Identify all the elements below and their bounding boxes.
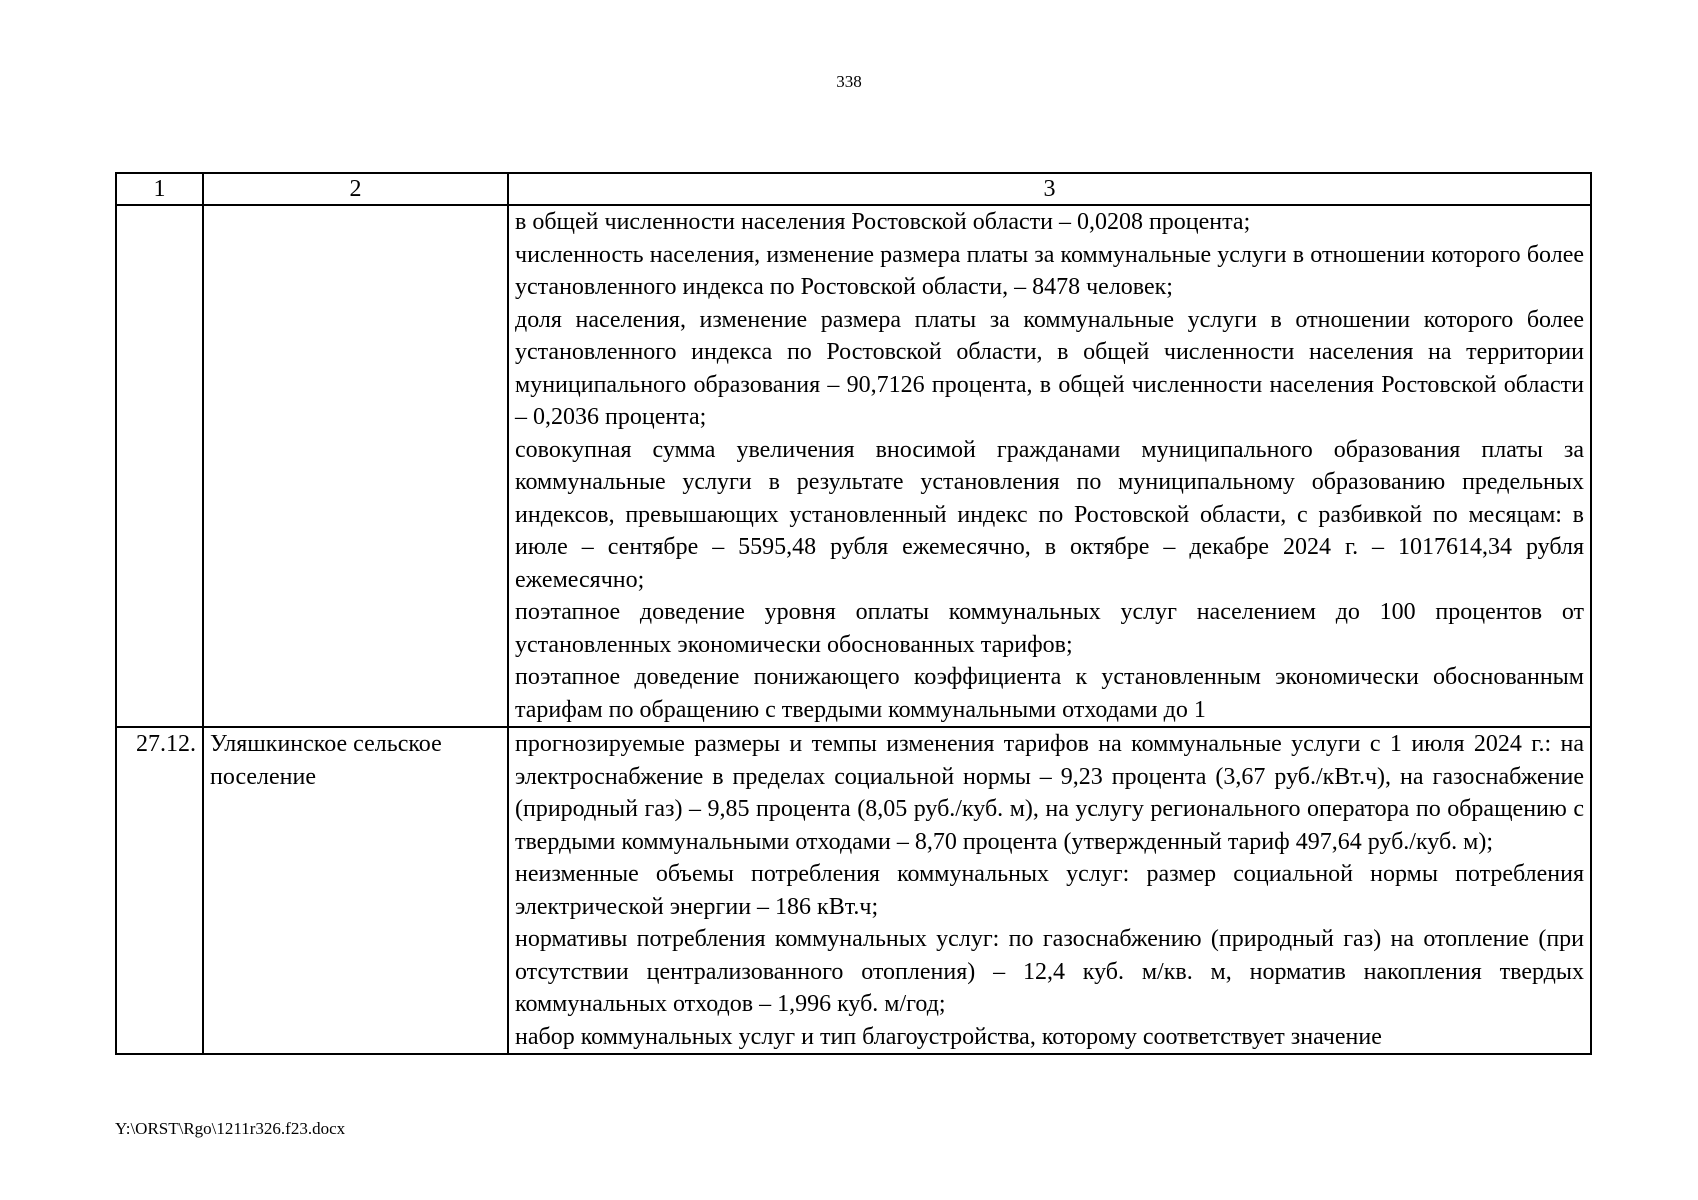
indicator-paragraph: прогнозируемые размеры и темпы изменения тарифов на коммунальные услуги с 1 июля 2024 г.: на электроснабжение в пределах социальной нормы – 9,23 процента (3,67 руб./кВт.ч), на газоснабжение (природный газ) – 9,85 процента (8,05 руб./куб. м), на услугу регионального оператора по обращению с твердыми коммунальными отходами – 8,70 процента (утвержденный тариф 497,64 руб./куб. м); bbox=[515, 731, 1584, 855]
indicator-paragraph: поэтапное доведение уровня оплаты коммунальных услуг населением до 100 процентов от установленных экономически обоснованных тарифов; bbox=[515, 599, 1584, 658]
municipality-name-cell bbox=[203, 205, 508, 727]
document-table bbox=[115, 172, 1592, 1055]
indicators-cell bbox=[508, 727, 1591, 1054]
indicator-paragraph: доля населения, изменение размера платы за коммунальные услуги в отношении которого более установленного индекса по Ростовской области, в общей численности населения на территории муниципального образования – 90,7126 процента, в общей численности населения Ростовской области – 0,2036 процента; bbox=[515, 306, 1584, 430]
indicator-paragraph: в общей численности населения Ростовской области – 0,0208 процента; bbox=[515, 209, 1251, 235]
column-header-2: 2 bbox=[203, 173, 508, 205]
row-number-cell: 27.12. bbox=[116, 727, 203, 1054]
row-number-cell bbox=[116, 205, 203, 727]
table-header-row bbox=[116, 173, 1591, 205]
indicator-paragraph: поэтапное доведение понижающего коэффициента к установленным экономически обоснованным тарифам по обращению с твердыми коммунальными отходами до 1 bbox=[515, 664, 1584, 723]
column-header-3: 3 bbox=[508, 173, 1591, 205]
municipality-name-cell: Уляшкинское сельское поселение bbox=[203, 727, 508, 1054]
footer-file-path: Y:\ORST\Rgo\1211r326.f23.docx bbox=[115, 1119, 346, 1138]
indicators-cell bbox=[508, 205, 1591, 727]
table-row bbox=[116, 727, 1591, 1054]
indicator-paragraph: нормативы потребления коммунальных услуг: по газоснабжению (природный газ) на отопление (при отсутствии централизованного отопления) – 12,4 куб. м/кв. м, норматив накопления твердых коммунальных отходов – 1,996 куб. м/год; bbox=[515, 926, 1584, 1017]
indicator-paragraph: совокупная сумма увеличения вносимой гражданами муниципального образования платы за коммунальные услуги в результате установления по муниципальному образованию предельных индексов, превышающих установленный индекс по Ростовской области, с разбивкой по месяцам: в июле – сентябре – 5595,48 рубля ежемесячно, в октябре – декабре 2024 г. – 1017614,34 рубля ежемесячно; bbox=[515, 436, 1584, 593]
indicator-paragraph: набор коммунальных услуг и тип благоустройства, которому соответствует значение bbox=[515, 1023, 1382, 1050]
page-number: 338 bbox=[836, 72, 862, 91]
table-row bbox=[116, 205, 1591, 727]
column-header-1: 1 bbox=[116, 173, 203, 205]
indicator-paragraph: численность населения, изменение размера платы за коммунальные услуги в отношении которого более установленного индекса по Ростовской области, – 8478 человек; bbox=[515, 241, 1584, 300]
indicator-paragraph: неизменные объемы потребления коммунальных услуг: размер социальной нормы потребления электрической энергии – 186 кВт.ч; bbox=[515, 861, 1584, 920]
